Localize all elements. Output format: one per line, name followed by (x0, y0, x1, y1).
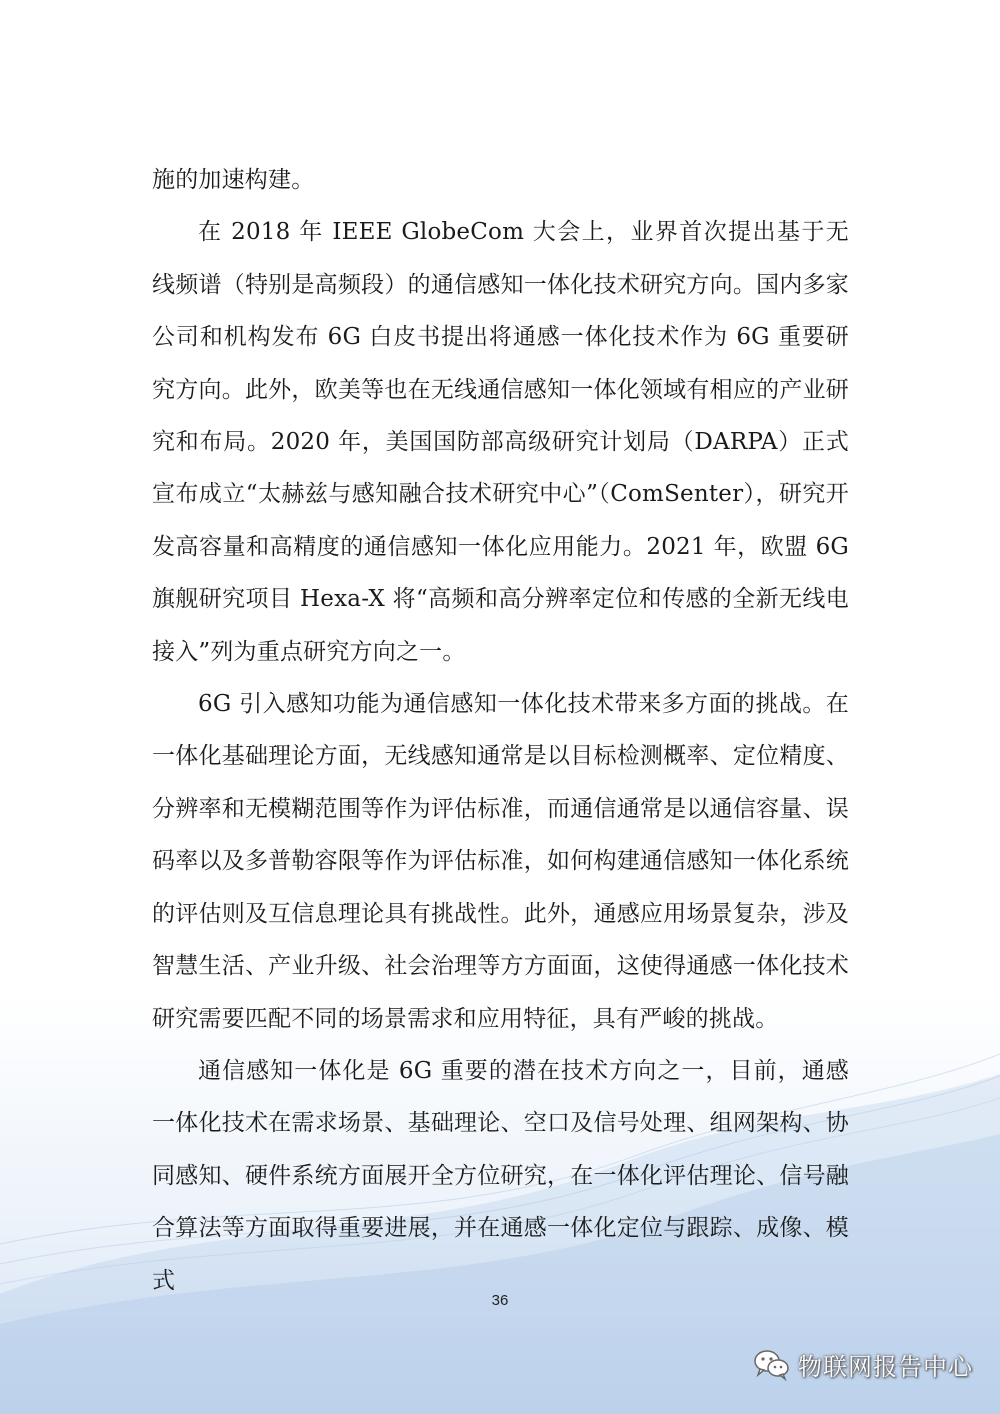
watermark (752, 1344, 973, 1384)
wechat-icon (752, 1347, 790, 1381)
page-number: 36 (491, 1292, 509, 1309)
paragraph-4: 通信感知一体化是 6G 重要的潜在技术方向之一，目前，通感一体化技术在需求场景、基础理论、空口及信号处理、组网架构、协同感知、硬件系统方面展开全方位研究，在一体化评估理论、信号融合算法等方面取得重要进展，并在通感一体化定位与跟踪、成像、模式 (152, 1057, 849, 1294)
paragraph-1: 施的加速构建。 (152, 167, 315, 193)
paragraph-3: 6G 引入感知功能为通信感知一体化技术带来多方面的挑战。在一体化基础理论方面，无线感知通常是以目标检测概率、定位精度、分辨率和无模糊范围等作为评估标准，而通信通常是以通信容量、误码率以及多普勒容限等作为评估标准，如何构建通信感知一体化系统的评估则及互信息理论具有挑战性。此外，通感应用场景复杂，涉及智慧生活、产业升级、社会治理等方方面面，这使得通感一体化技术研究需要匹配不同的场景需求和应用特征，具有严峻的挑战。 (152, 691, 849, 1032)
paragraph-2: 在 2018 年 IEEE GlobeCom 大会上，业界首次提出基于无线频谱（特别是高频段）的通信感知一体化技术研究方向。国内多家公司和机构发布 6G 白皮书提出将通感一体化技术作为 6G 重要研究方向。此外，欧美等也在无线通信感知一体化领域有相应的产业研究和布局。2020 年，美国国防部高级研究计划局（DARPA）正式宣布成立“太赫兹与感知融合技术研究中心”（ComSenter），研究开发高容量和高精度的通信感知一体化应用能力。2021 年，欧盟 6G 旗舰研究项目 Hexa-X 将“高频和高分辨率定位和传感的全新无线电接入”列为重点研究方向之一。 (152, 219, 849, 665)
watermark-text: 物联网报告中心 (798, 1352, 973, 1381)
document-body (152, 154, 849, 1307)
